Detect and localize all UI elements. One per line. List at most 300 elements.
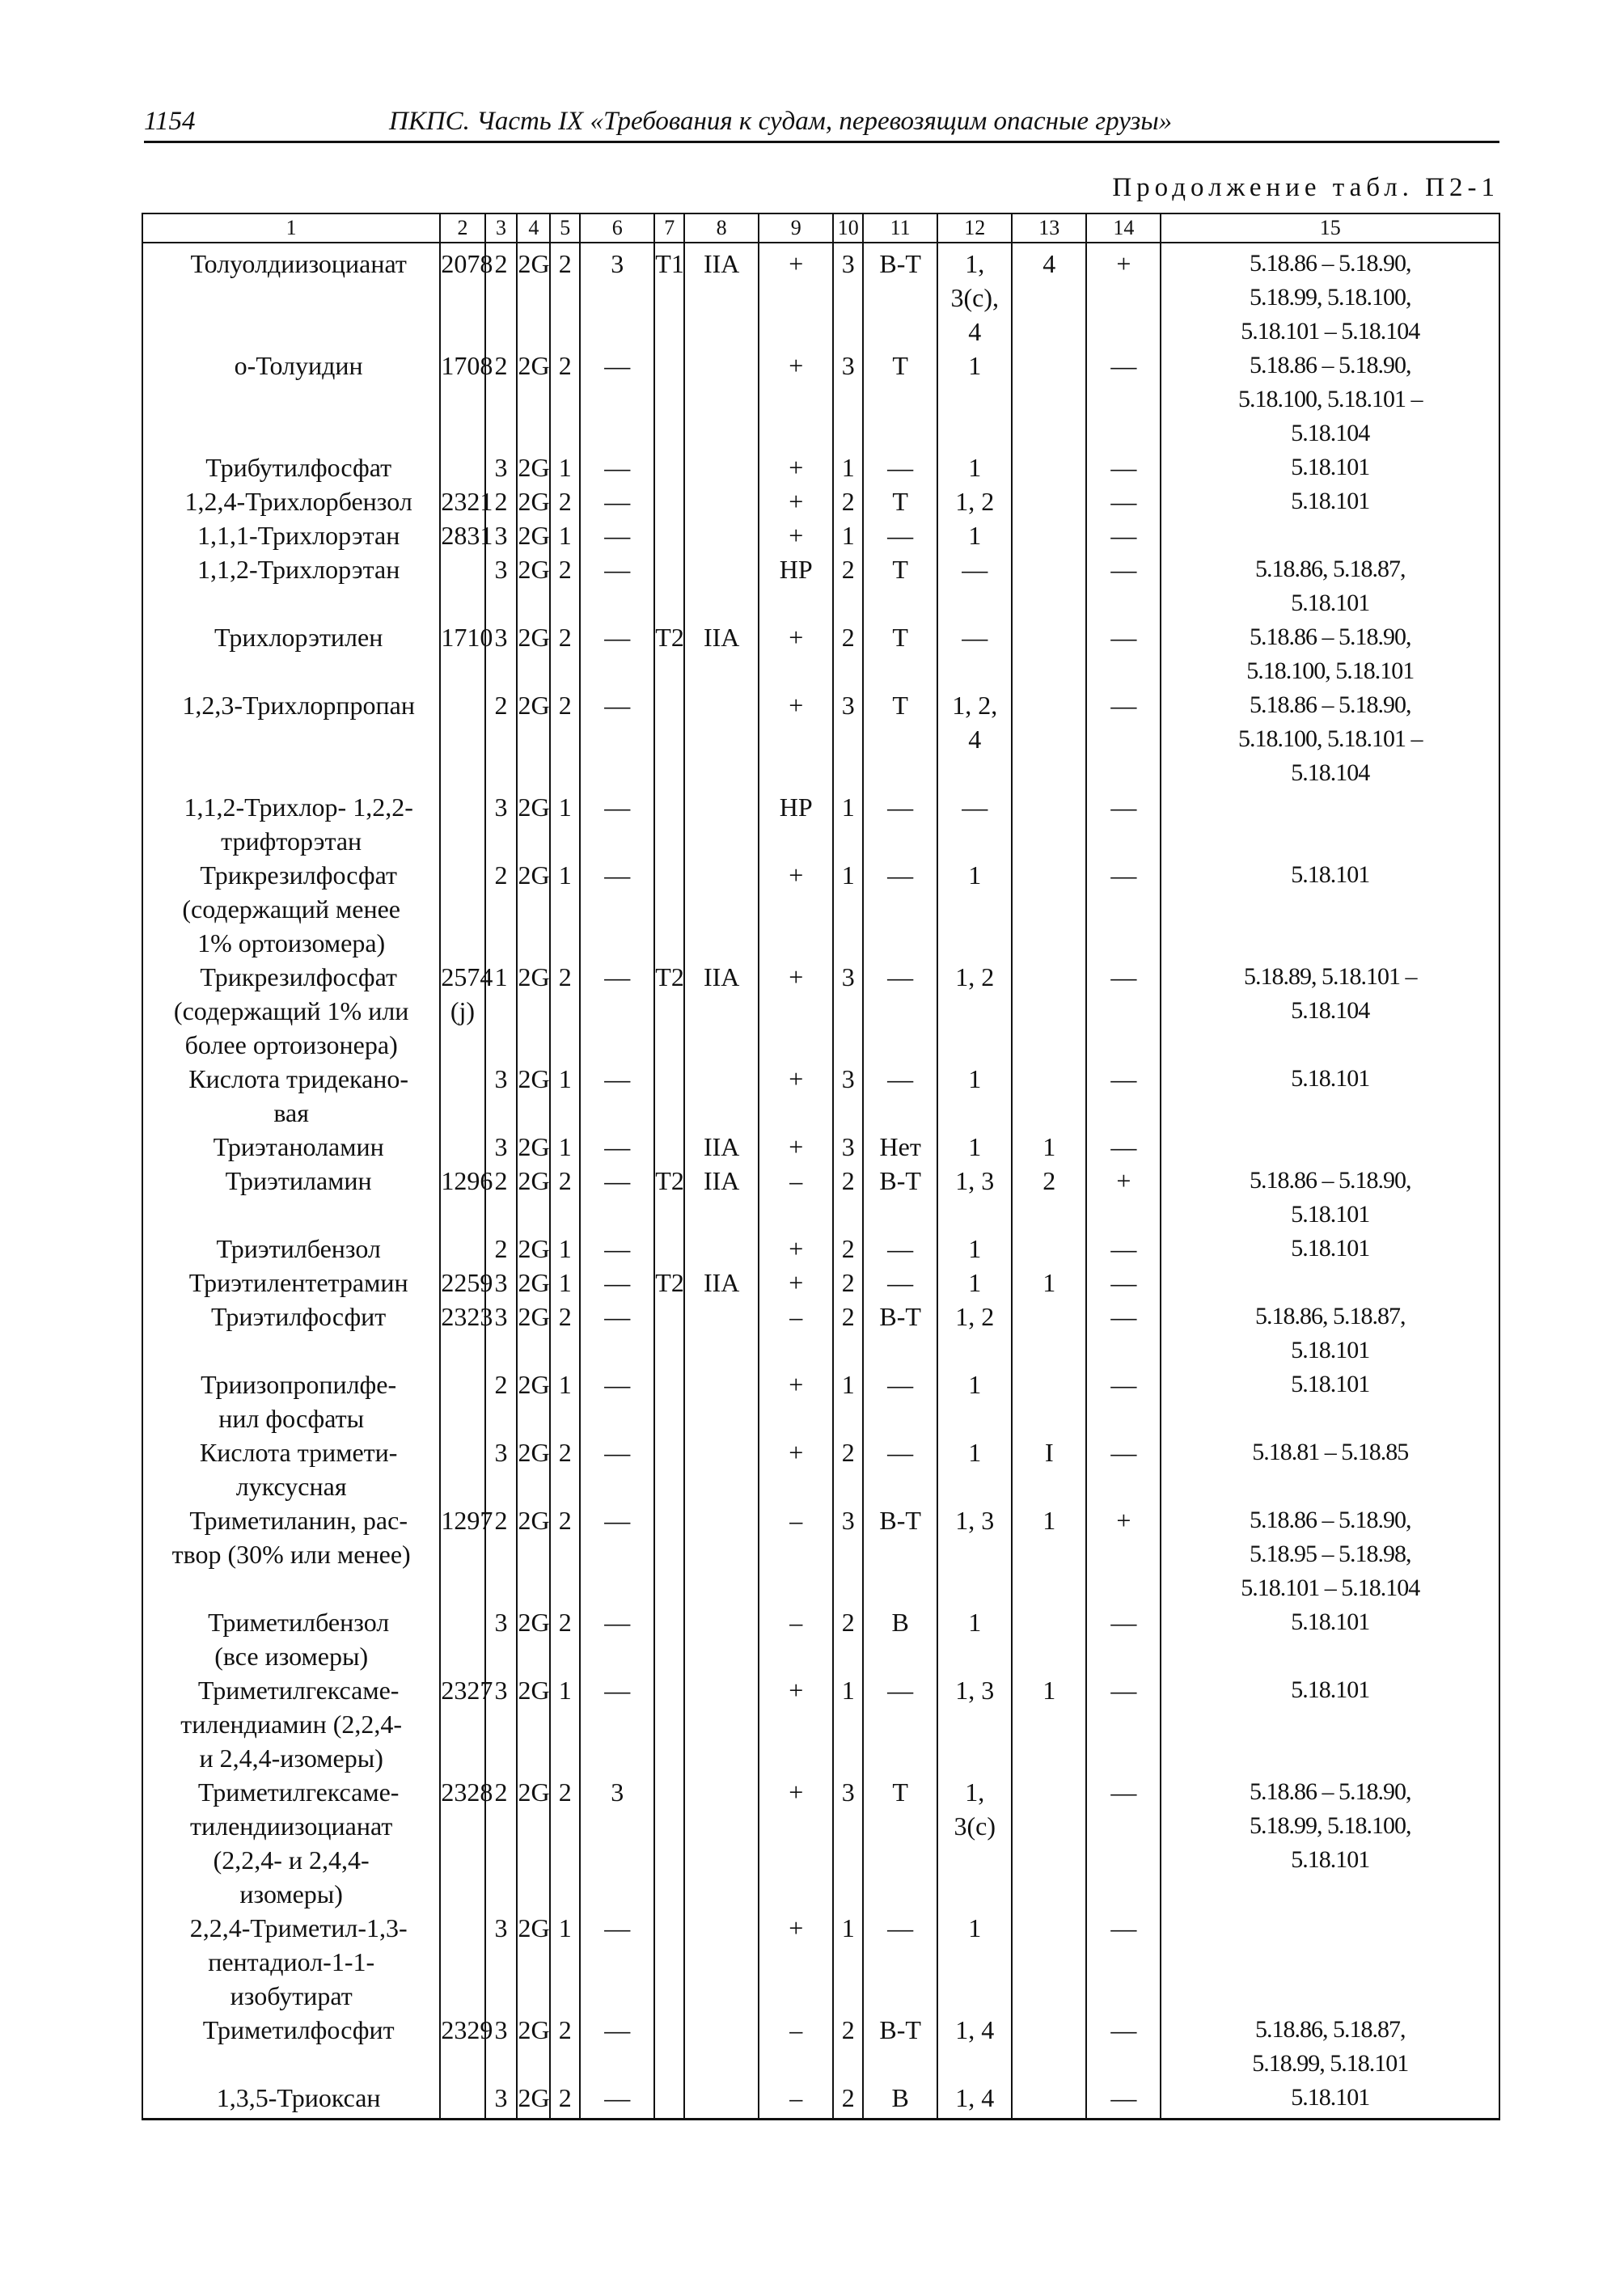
- cell-line: 1710: [441, 623, 493, 652]
- cell-col-11: —: [863, 1367, 937, 1435]
- cell-line: 5.18.86, 5.18.87,: [1254, 1303, 1406, 1329]
- references-cell: [1161, 1605, 1499, 1673]
- cell-col-14: —: [1086, 484, 1161, 518]
- cell-col-12: [937, 1266, 1012, 1300]
- table-row: [142, 2081, 1499, 2120]
- table-row: [142, 518, 1499, 552]
- cell-col-4: 2G: [517, 1164, 550, 1232]
- cell-col-3: 3: [485, 1130, 518, 1164]
- substances-table: [142, 213, 1500, 2120]
- cell-col-4: 2G: [517, 1367, 550, 1435]
- cell-col-13: [1012, 1367, 1086, 1435]
- cell-col-6: —: [580, 2013, 654, 2081]
- cell-col-7: [654, 1605, 684, 1673]
- references-cell: [1161, 1775, 1499, 1911]
- cell-col-6: —: [580, 1367, 654, 1435]
- cell-col-12: [937, 552, 1012, 620]
- cell-col-6: —: [580, 1266, 654, 1300]
- substance-name-cell: [142, 1775, 440, 1911]
- cell-col-11: Т: [863, 484, 937, 518]
- cell-col-10: 2: [833, 1232, 863, 1266]
- cell-line: Триметилгексаме-: [197, 1676, 400, 1705]
- cell-col-11: —: [863, 450, 937, 484]
- cell-col-9: +: [759, 1775, 833, 1911]
- cell-col-5: 2: [550, 349, 580, 450]
- cell-col-11: Т: [863, 620, 937, 688]
- cell-line: 2329: [441, 2015, 493, 2044]
- cell-col-4: 2G: [517, 858, 550, 960]
- cell-col-12: [937, 2013, 1012, 2081]
- cell-col-12: [937, 1367, 1012, 1435]
- cell-line: 1, 4: [955, 2015, 995, 2044]
- cell-col-14: +: [1086, 1164, 1161, 1232]
- cell-col-6: 3: [580, 243, 654, 349]
- cell-col-14: —: [1086, 1266, 1161, 1300]
- cell-col-14: —: [1086, 1367, 1161, 1435]
- table-row: [142, 1232, 1499, 1266]
- cell-line: 5.18.86 – 5.18.90,: [1249, 352, 1411, 378]
- table-row: [142, 1300, 1499, 1367]
- cell-line: 1708: [441, 351, 493, 380]
- substance-name-cell: [142, 790, 440, 858]
- substance-name-cell: [142, 552, 440, 620]
- cell-col-9: +: [759, 1130, 833, 1164]
- cell-col-5: 2: [550, 2013, 580, 2081]
- cell-line: 1: [968, 453, 982, 482]
- cell-col-11: В: [863, 2081, 937, 2120]
- cell-col-5: 2: [550, 1605, 580, 1673]
- cell-line: 1, 3: [955, 1506, 995, 1535]
- cell-line: 1, 2: [955, 487, 995, 516]
- cell-line: 1,3,5-Триоксан: [216, 2083, 381, 2112]
- cell-line: 5.18.104: [1291, 420, 1370, 446]
- cell-line: 5.18.101 – 5.18.104: [1241, 1575, 1420, 1601]
- table-row: [142, 1367, 1499, 1435]
- cell-col-14: —: [1086, 960, 1161, 1062]
- cell-col-2: [440, 1605, 484, 1673]
- cell-col-13: [1012, 1062, 1086, 1130]
- cell-col-4: 2G: [517, 1503, 550, 1605]
- cell-col-5: 2: [550, 1775, 580, 1911]
- cell-col-2: [440, 1503, 493, 1605]
- cell-col-9: –: [759, 1503, 833, 1605]
- cell-line: 5.18.100, 5.18.101: [1246, 657, 1415, 684]
- cell-line: более ортоизонера): [184, 1030, 398, 1059]
- column-header-7: 7: [654, 213, 684, 243]
- cell-col-6: —: [580, 960, 654, 1062]
- cell-col-3: 2: [485, 1367, 518, 1435]
- cell-line: 5.18.101: [1291, 454, 1370, 480]
- cell-col-10: 2: [833, 1605, 863, 1673]
- cell-col-3: 3: [485, 790, 518, 858]
- table-row: [142, 450, 1499, 484]
- cell-col-3: 3: [485, 1673, 518, 1775]
- cell-col-12: [937, 450, 1012, 484]
- cell-col-5: 1: [550, 1911, 580, 2013]
- cell-col-8: [684, 1062, 759, 1130]
- cell-line: пентадиол-1-1-: [208, 1947, 375, 1976]
- cell-col-7: [654, 484, 684, 518]
- cell-col-5: 1: [550, 450, 580, 484]
- cell-col-12: [937, 620, 1012, 688]
- cell-col-2: [440, 1266, 493, 1300]
- cell-col-4: 2G: [517, 1062, 550, 1130]
- cell-col-13: 1: [1012, 1673, 1086, 1775]
- cell-line: 1: [968, 1370, 982, 1399]
- table-row: [142, 1130, 1499, 1164]
- running-title: ПКПС. Часть IX «Требования к судам, перевозящим опасные грузы»: [389, 107, 1173, 136]
- cell-col-7: T2: [654, 1266, 684, 1300]
- cell-col-7: [654, 1673, 684, 1775]
- cell-col-13: [1012, 1232, 1086, 1266]
- cell-line: 3(c),: [950, 283, 999, 312]
- table-row: [142, 243, 1499, 349]
- cell-line: (все изомеры): [214, 1642, 369, 1671]
- cell-col-6: —: [580, 1232, 654, 1266]
- cell-col-8: [684, 688, 759, 790]
- column-header-3: 3: [485, 213, 518, 243]
- cell-col-10: 3: [833, 349, 863, 450]
- cell-line: луксусная: [235, 1472, 347, 1501]
- cell-col-7: T1: [654, 243, 684, 349]
- cell-col-14: —: [1086, 518, 1161, 552]
- cell-col-4: 2G: [517, 1130, 550, 1164]
- references-cell: [1161, 960, 1499, 1062]
- page-number: 1154: [144, 107, 196, 136]
- cell-line: Трикрезилфосфат: [200, 962, 397, 991]
- cell-col-2: [440, 1911, 484, 2013]
- cell-col-8: IIA: [684, 1130, 759, 1164]
- cell-line: 5.18.86 – 5.18.90,: [1249, 250, 1411, 277]
- cell-line: (содержащий 1% или: [173, 996, 409, 1025]
- column-header-11: 11: [863, 213, 937, 243]
- cell-col-10: 1: [833, 1367, 863, 1435]
- cell-col-3: 2: [485, 243, 518, 349]
- cell-line: Трихлорэтилен: [214, 623, 383, 652]
- cell-col-8: [684, 1911, 759, 2013]
- cell-col-2: [440, 620, 493, 688]
- cell-col-5: 2: [550, 1164, 580, 1232]
- cell-col-12: [937, 1673, 1012, 1775]
- cell-col-12: [937, 1503, 1012, 1605]
- cell-line: 1: [968, 860, 982, 890]
- cell-col-7: T2: [654, 1164, 684, 1232]
- cell-col-7: [654, 858, 684, 960]
- cell-line: 5.18.99, 5.18.100,: [1249, 1812, 1411, 1839]
- cell-col-3: 2: [485, 688, 518, 790]
- cell-col-11: Нет: [863, 1130, 937, 1164]
- cell-col-10: 3: [833, 1130, 863, 1164]
- cell-line: о-Толуидин: [234, 351, 363, 380]
- cell-col-9: +: [759, 1367, 833, 1435]
- cell-line: 1: [968, 1132, 982, 1161]
- cell-line: 5.18.86 – 5.18.90,: [1249, 1778, 1411, 1805]
- references-cell: [1161, 1911, 1499, 2013]
- table-row: [142, 1266, 1499, 1300]
- substance-name-cell: [142, 1503, 440, 1605]
- references-cell: [1161, 484, 1499, 518]
- cell-col-9: НР: [759, 552, 833, 620]
- cell-col-9: +: [759, 1435, 833, 1503]
- references-cell: [1161, 1435, 1499, 1503]
- substance-name-cell: [142, 1605, 440, 1673]
- cell-col-14: —: [1086, 858, 1161, 960]
- substance-name-cell: [142, 688, 440, 790]
- cell-col-13: [1012, 552, 1086, 620]
- cell-line: 2259: [441, 1268, 493, 1297]
- cell-col-3: 2: [485, 1503, 518, 1605]
- cell-line: 1,: [965, 1777, 985, 1807]
- cell-line: трифторэтан: [221, 826, 362, 856]
- cell-col-8: [684, 858, 759, 960]
- references-cell: [1161, 1300, 1499, 1367]
- cell-col-7: [654, 1435, 684, 1503]
- cell-line: 2831: [441, 521, 493, 550]
- cell-line: 5.18.86, 5.18.87,: [1254, 2016, 1406, 2043]
- cell-col-4: 2G: [517, 688, 550, 790]
- cell-col-12: [937, 349, 1012, 450]
- cell-col-6: —: [580, 450, 654, 484]
- cell-col-6: —: [580, 484, 654, 518]
- cell-col-7: [654, 1911, 684, 2013]
- cell-col-14: —: [1086, 2013, 1161, 2081]
- cell-col-11: —: [863, 960, 937, 1062]
- cell-col-7: [654, 552, 684, 620]
- substance-name-cell: [142, 960, 440, 1062]
- cell-col-12: [937, 1130, 1012, 1164]
- cell-col-8: IIA: [684, 243, 759, 349]
- table-row: [142, 1605, 1499, 1673]
- references-cell: [1161, 1673, 1499, 1775]
- references-cell: [1161, 552, 1499, 620]
- references-cell: [1161, 1130, 1499, 1164]
- cell-col-7: [654, 2013, 684, 2081]
- substance-name-cell: [142, 1435, 440, 1503]
- cell-col-10: 3: [833, 1062, 863, 1130]
- cell-col-9: +: [759, 620, 833, 688]
- column-header-14: 14: [1086, 213, 1161, 243]
- cell-line: 5.18.101: [1291, 488, 1370, 514]
- cell-col-14: —: [1086, 1775, 1161, 1911]
- cell-col-13: [1012, 2013, 1086, 2081]
- cell-col-7: [654, 1503, 684, 1605]
- cell-line: 5.18.86, 5.18.87,: [1254, 556, 1406, 582]
- cell-col-9: +: [759, 518, 833, 552]
- table-row: [142, 349, 1499, 450]
- cell-line: 1: [968, 1913, 982, 1942]
- cell-line: тилендиизоцианат: [190, 1811, 393, 1841]
- cell-col-9: +: [759, 1062, 833, 1130]
- cell-col-5: 1: [550, 858, 580, 960]
- cell-col-12: [937, 688, 1012, 790]
- cell-col-3: 3: [485, 1266, 518, 1300]
- cell-col-5: 1: [550, 1266, 580, 1300]
- cell-col-10: 3: [833, 243, 863, 349]
- cell-col-7: [654, 1300, 684, 1367]
- references-cell: [1161, 2081, 1499, 2120]
- cell-col-12: [937, 1775, 1012, 1911]
- cell-col-14: —: [1086, 1062, 1161, 1130]
- cell-line: нил фосфаты: [218, 1404, 365, 1433]
- cell-col-10: 3: [833, 960, 863, 1062]
- cell-line: 5.18.101: [1291, 1371, 1370, 1397]
- cell-col-7: [654, 1130, 684, 1164]
- column-header-4: 4: [517, 213, 550, 243]
- table-row: [142, 2013, 1499, 2081]
- cell-col-5: 1: [550, 1130, 580, 1164]
- cell-line: Триметиланин, рас-: [189, 1506, 408, 1535]
- cell-col-13: [1012, 349, 1086, 450]
- cell-col-12: [937, 790, 1012, 858]
- cell-line: и 2,4,4-изомеры): [199, 1744, 383, 1773]
- cell-col-13: [1012, 1605, 1086, 1673]
- cell-col-3: 3: [485, 2081, 518, 2120]
- cell-line: 5.18.81 – 5.18.85: [1252, 1439, 1409, 1465]
- table-header: [142, 213, 1499, 243]
- cell-col-13: [1012, 790, 1086, 858]
- column-header-10: 10: [833, 213, 863, 243]
- substance-name-cell: [142, 450, 440, 484]
- cell-line: 1, 2,: [952, 691, 998, 720]
- cell-col-8: IIA: [684, 620, 759, 688]
- cell-col-6: —: [580, 1503, 654, 1605]
- cell-line: 5.18.95 – 5.18.98,: [1249, 1541, 1411, 1567]
- cell-col-12: [937, 518, 1012, 552]
- cell-col-10: 3: [833, 688, 863, 790]
- cell-col-3: 3: [485, 450, 518, 484]
- table-row: [142, 960, 1499, 1062]
- cell-line: 1, 3: [955, 1676, 995, 1705]
- cell-col-10: 2: [833, 1266, 863, 1300]
- cell-line: 5.18.104: [1291, 759, 1370, 786]
- cell-col-6: —: [580, 1062, 654, 1130]
- cell-col-5: 2: [550, 243, 580, 349]
- cell-col-2: [440, 552, 484, 620]
- cell-col-3: 3: [485, 620, 518, 688]
- cell-line: тилендиамин (2,2,4-: [180, 1710, 403, 1739]
- cell-line: Толуолдиизоцианат: [190, 249, 407, 278]
- cell-col-11: —: [863, 1232, 937, 1266]
- references-cell: [1161, 1266, 1499, 1300]
- cell-line: 1,2,4-Трихлорбензол: [184, 487, 412, 516]
- cell-col-7: T2: [654, 960, 684, 1062]
- cell-col-8: [684, 2013, 759, 2081]
- column-header-13: 13: [1012, 213, 1086, 243]
- cell-col-12: [937, 243, 1012, 349]
- substance-name-cell: [142, 1911, 440, 2013]
- cell-col-14: —: [1086, 1130, 1161, 1164]
- cell-col-9: –: [759, 1300, 833, 1367]
- cell-col-13: [1012, 1775, 1086, 1911]
- cell-col-10: 1: [833, 450, 863, 484]
- cell-line: 1296: [441, 1166, 493, 1195]
- cell-col-8: [684, 1232, 759, 1266]
- cell-col-12: [937, 484, 1012, 518]
- cell-line: 5.18.86 – 5.18.90,: [1249, 1507, 1411, 1533]
- cell-line: (содержащий менее: [182, 894, 400, 924]
- cell-line: 1,1,2-Трихлор- 1,2,2-: [184, 793, 413, 822]
- cell-line: Кислота тримети-: [199, 1438, 398, 1467]
- cell-col-11: Т: [863, 552, 937, 620]
- cell-line: 5.18.89, 5.18.101 –: [1243, 963, 1417, 990]
- cell-line: Триметилфосфит: [202, 2015, 395, 2044]
- cell-col-7: [654, 1367, 684, 1435]
- cell-line: 5.18.86 – 5.18.90,: [1249, 1167, 1411, 1194]
- cell-col-11: В-Т: [863, 1503, 937, 1605]
- cell-line: 2574: [441, 962, 493, 991]
- cell-col-6: —: [580, 1673, 654, 1775]
- cell-col-11: —: [863, 1435, 937, 1503]
- cell-col-5: 1: [550, 1062, 580, 1130]
- cell-col-14: +: [1086, 243, 1161, 349]
- cell-line: 1: [968, 1608, 982, 1637]
- table-body: [142, 243, 1499, 2120]
- cell-col-8: [684, 1503, 759, 1605]
- cell-col-12: [937, 960, 1012, 1062]
- cell-col-8: [684, 790, 759, 858]
- cell-col-9: –: [759, 2013, 833, 2081]
- cell-col-6: —: [580, 620, 654, 688]
- cell-col-14: —: [1086, 1232, 1161, 1266]
- cell-col-2: [440, 1232, 484, 1266]
- cell-col-13: [1012, 518, 1086, 552]
- cell-line: Трибутилфосфат: [205, 453, 392, 482]
- cell-col-2: [440, 1673, 493, 1775]
- cell-col-3: 3: [485, 1435, 518, 1503]
- cell-col-10: 2: [833, 552, 863, 620]
- cell-col-10: 1: [833, 858, 863, 960]
- cell-col-8: [684, 518, 759, 552]
- cell-col-11: —: [863, 858, 937, 960]
- table-row: [142, 1062, 1499, 1130]
- cell-col-11: В: [863, 1605, 937, 1673]
- cell-col-4: 2G: [517, 1300, 550, 1367]
- cell-line: —: [962, 555, 988, 584]
- cell-col-2: [440, 960, 493, 1062]
- cell-col-5: 2: [550, 1300, 580, 1367]
- cell-col-3: 1: [485, 960, 518, 1062]
- table-row: [142, 790, 1499, 858]
- substance-name-cell: [142, 2013, 440, 2081]
- cell-col-2: [440, 1164, 493, 1232]
- cell-col-8: [684, 1605, 759, 1673]
- table-row: [142, 858, 1499, 960]
- cell-line: 3(c): [954, 1811, 996, 1841]
- table-row: [142, 688, 1499, 790]
- cell-col-9: +: [759, 960, 833, 1062]
- references-cell: [1161, 518, 1499, 552]
- cell-col-8: [684, 1435, 759, 1503]
- cell-col-4: 2G: [517, 1775, 550, 1911]
- cell-col-10: 2: [833, 1435, 863, 1503]
- cell-col-8: [684, 349, 759, 450]
- cell-col-14: —: [1086, 688, 1161, 790]
- cell-col-9: –: [759, 2081, 833, 2120]
- cell-line: (j): [450, 996, 476, 1025]
- cell-col-4: 2G: [517, 1232, 550, 1266]
- cell-col-9: +: [759, 1911, 833, 2013]
- cell-line: 5.18.101: [1291, 861, 1370, 888]
- cell-col-14: —: [1086, 1300, 1161, 1367]
- cell-col-4: 2G: [517, 243, 550, 349]
- table-row: [142, 552, 1499, 620]
- cell-line: 1, 4: [955, 2083, 995, 2112]
- cell-col-13: [1012, 960, 1086, 1062]
- cell-col-10: 2: [833, 1300, 863, 1367]
- cell-col-4: 2G: [517, 790, 550, 858]
- cell-col-8: [684, 1300, 759, 1367]
- references-cell: [1161, 790, 1499, 858]
